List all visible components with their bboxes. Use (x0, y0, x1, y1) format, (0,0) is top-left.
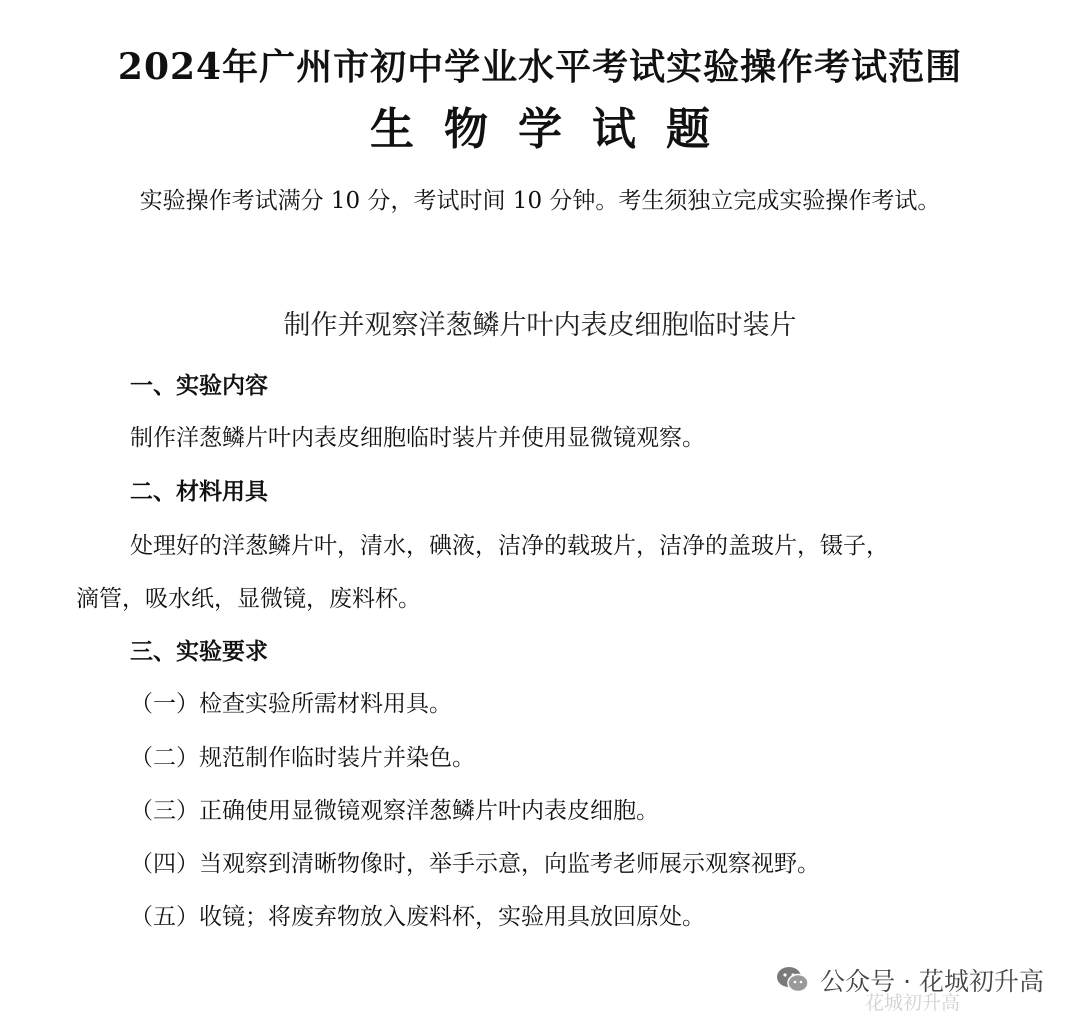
document-title: 2024年广州市初中学业水平考试实验操作考试范围 (117, 46, 963, 88)
watermark-ghost-text: 花城初升高 (864, 992, 960, 1014)
requirement-item-3: （三）正确使用显微镜观察洋葱鳞片叶内表皮细胞。 (130, 798, 659, 824)
requirement-item-5: （五）收镜；将废弃物放入废料杯，实验用具放回原处。 (130, 904, 705, 930)
watermark-text: 公众号 · 花城初升高 (820, 967, 1044, 996)
experiment-title: 制作并观察洋葱鳞片叶内表皮细胞临时装片 (283, 310, 797, 341)
section-heading-content: 一、实验内容 (130, 373, 268, 399)
materials-line-2: 滴管，吸水纸，显微镜，废料杯。 (76, 586, 421, 612)
requirement-item-2: （二）规范制作临时装片并染色。 (130, 745, 475, 771)
exam-intro: 实验操作考试满分 10 分，考试时间 10 分钟。考生须独立完成实验操作考试。 (139, 188, 941, 214)
requirement-item-4: （四）当观察到清晰物像时，举手示意，向监考老师展示观察视野。 (130, 851, 820, 877)
section-heading-requirements: 三、实验要求 (130, 639, 268, 665)
materials-line-1: 处理好的洋葱鳞片叶，清水，碘液，洁净的载玻片，洁净的盖玻片，镊子， (130, 533, 889, 559)
wechat-icon (776, 965, 810, 995)
section-content-text: 制作洋葱鳞片叶内表皮细胞临时装片并使用显微镜观察。 (130, 425, 705, 451)
requirement-item-1: （一）检查实验所需材料用具。 (130, 691, 452, 717)
subject-title: 生物学试题 (370, 104, 740, 155)
watermark (776, 962, 1044, 998)
section-heading-materials: 二、材料用具 (130, 479, 268, 505)
